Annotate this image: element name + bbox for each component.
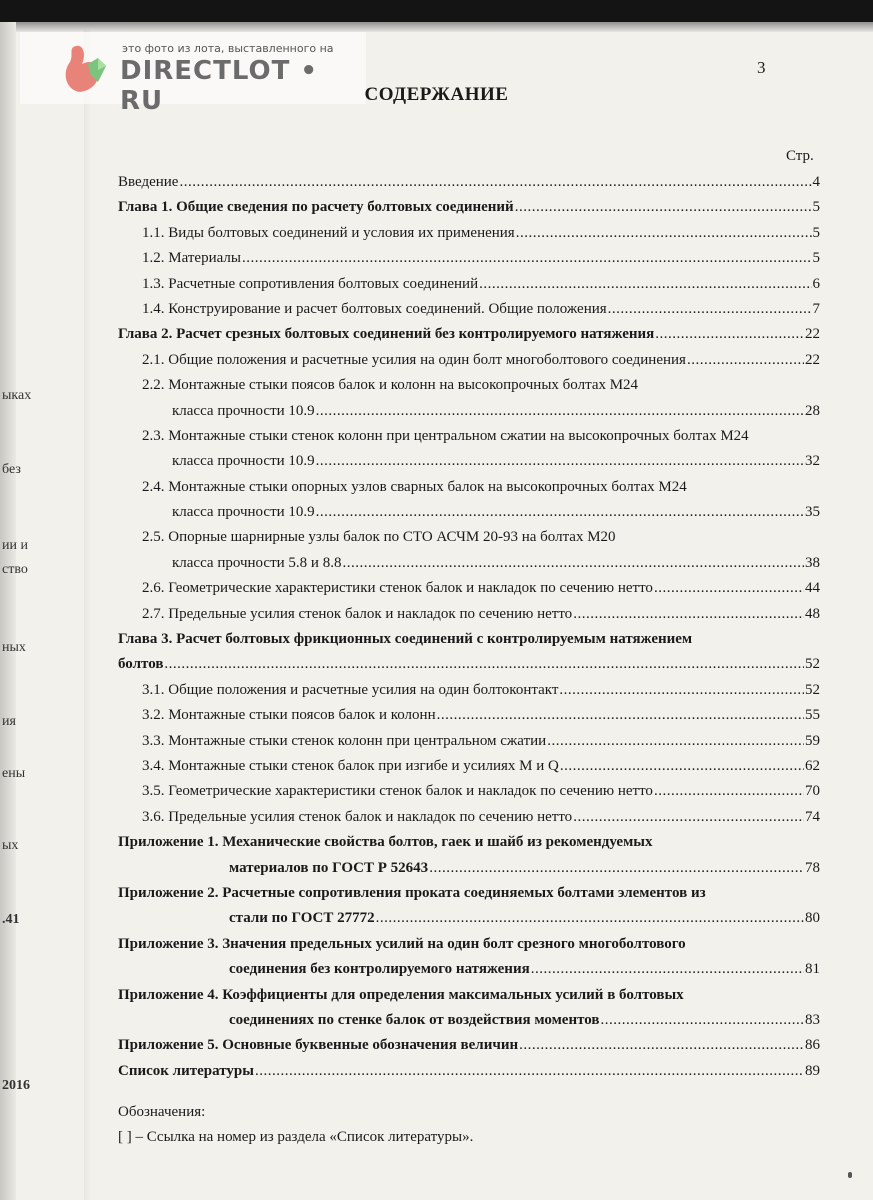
dot-leader [164, 652, 804, 677]
adjacent-page-fragment: ых [2, 838, 19, 853]
toc-entry [118, 576, 820, 601]
dot-leader [608, 297, 812, 322]
toc-entry-title: 2.1. Общие положения и расчетные усилия на один болт многоболтового соединения [142, 351, 686, 368]
toc-entry-page: 44 [805, 580, 820, 597]
toc-entry-title: Список литературы [118, 1062, 254, 1079]
toc-line [118, 983, 820, 1008]
toc-entry [118, 424, 820, 475]
dot-leader [560, 754, 804, 779]
toc-entry-title: соединениях по стенке балок от воздействия моментов [229, 1011, 600, 1028]
toc-line [118, 170, 820, 195]
adjacent-page-fragment: ыках [2, 388, 32, 403]
toc-entry-title: Приложение 1. Механические свойства болтов, гаек и шайб из рекомендуемых [118, 834, 653, 851]
dot-leader [179, 170, 811, 195]
toc-entry-page: 86 [805, 1037, 820, 1054]
notes [118, 1100, 473, 1150]
page-fold [84, 30, 92, 1200]
dot-leader [515, 195, 812, 220]
dot-leader [573, 602, 804, 627]
toc-entry-title: класса прочности 10.9 [172, 453, 315, 470]
toc-line-continuation [118, 652, 820, 677]
toc-entry-title: соединения без контролируемого натяжения [229, 961, 530, 978]
toc-entry [118, 1033, 820, 1058]
toc-entry-page: 74 [805, 808, 820, 825]
toc-line [118, 729, 820, 754]
dot-leader [654, 576, 804, 601]
toc-entry-title: класса прочности 5.8 и 8.8 [172, 554, 342, 571]
adjacent-page-fragment: ены [2, 766, 26, 781]
toc-entry-title: материалов по ГОСТ Р 52643 [229, 859, 429, 876]
toc-line [118, 754, 820, 779]
dot-leader [573, 805, 804, 830]
toc-line [118, 246, 820, 271]
adjacent-page-fragment: ство [2, 562, 28, 577]
toc-entry [118, 170, 820, 195]
toc-entry [118, 805, 820, 830]
toc-line [118, 1059, 820, 1084]
watermark-name: DIRECTLOT • RU [120, 56, 319, 116]
adjacent-page-fragment: ии и [2, 538, 28, 553]
toc-entry-page: 28 [805, 402, 820, 419]
toc-line-continuation [118, 449, 820, 474]
toc-entry-page: 62 [805, 757, 820, 774]
dot-leader [600, 1008, 804, 1033]
toc-entry-page: 32 [805, 453, 820, 470]
dot-leader [316, 500, 804, 525]
toc-entry [118, 754, 820, 779]
toc-line [118, 348, 820, 373]
scan-border [0, 0, 873, 22]
scan-speck [848, 1172, 852, 1178]
dot-leader [531, 957, 804, 982]
toc-entry-title: 1.1. Виды болтовых соединений и условия их применения [142, 224, 515, 241]
toc-entry-page: 52 [805, 656, 820, 673]
toc-entry [118, 1059, 820, 1084]
toc-entry-title: 3.6. Предельные усилия стенок балок и накладок по сечению нетто [142, 808, 573, 825]
toc-line [118, 830, 820, 855]
toc-entry-page: 70 [805, 783, 820, 800]
toc-entry [118, 221, 820, 246]
toc-entry-title: Приложение 4. Коэффициенты для определения максимальных усилий в болтовых [118, 986, 684, 1003]
toc-line [118, 373, 820, 398]
toc-entry-title: 2.6. Геометрические характеристики стенок балок и накладок по сечению нетто [142, 580, 653, 597]
toc-entry-page: 5 [812, 224, 820, 241]
toc-line [118, 576, 820, 601]
notes-item: [ ] – Ссылка на номер из раздела «Список литературы». [118, 1129, 474, 1145]
toc-line [118, 424, 820, 449]
toc-entry-title: класса прочности 10.9 [172, 402, 315, 419]
toc-entry-title: 2.5. Опорные шарнирные узлы балок по СТО АСЧМ 20-93 на болтах М20 [142, 529, 616, 546]
dot-leader [559, 678, 804, 703]
dot-leader [376, 906, 804, 931]
toc-line [118, 881, 820, 906]
toc-entry-page: 52 [805, 681, 820, 698]
toc-line [118, 779, 820, 804]
toc-entry [118, 627, 820, 678]
dot-leader [519, 1033, 804, 1058]
toc-entry-page: 59 [805, 732, 820, 749]
dot-leader [655, 322, 804, 347]
toc-entry-title: болтов [118, 656, 164, 673]
toc-entry [118, 983, 820, 1034]
toc-entry [118, 246, 820, 271]
page-column-header: Стр. [786, 148, 814, 164]
toc-line [118, 627, 820, 652]
toc-entry-title: Введение [118, 174, 179, 190]
toc-line [118, 805, 820, 830]
toc-line [118, 272, 820, 297]
toc-entry-title: Глава 1. Общие сведения по расчету болтовых соединений [118, 199, 514, 216]
toc-line-continuation [118, 1008, 820, 1033]
toc-entry [118, 932, 820, 983]
toc-entry-title: 2.7. Предельные усилия стенок балок и накладок по сечению нетто [142, 605, 573, 622]
toc-entry [118, 272, 820, 297]
toc-entry [118, 703, 820, 728]
toc-entry-page: 38 [805, 554, 820, 571]
toc-entry-page: 55 [805, 707, 820, 724]
toc-entry [118, 602, 820, 627]
toc-line [118, 475, 820, 500]
dot-leader [516, 221, 812, 246]
notes-heading: Обозначения: [118, 1104, 206, 1120]
toc-line [118, 703, 820, 728]
toc-line [118, 525, 820, 550]
toc-entry-title: Приложение 2. Расчетные сопротивления проката соединяемых болтами элементов из [118, 884, 706, 901]
toc-entry [118, 779, 820, 804]
toc-entry-page: 78 [805, 859, 820, 876]
toc-line-continuation [118, 856, 820, 881]
toc-entry-title: 2.2. Монтажные стыки поясов балок и колонн на высокопрочных болтах М24 [142, 377, 639, 394]
page-number: 3 [757, 58, 766, 77]
toc-line-continuation [118, 551, 820, 576]
toc-entry [118, 729, 820, 754]
table-of-contents [118, 170, 820, 1084]
toc-entry-page: 7 [812, 300, 820, 317]
toc-entry-title: Глава 3. Расчет болтовых фрикционных соединений с контролируемым натяжением [118, 631, 693, 648]
toc-entry [118, 830, 820, 881]
watermark-caption: это фото из лота, выставленного на [122, 42, 334, 55]
toc-entry [118, 881, 820, 932]
toc-entry [118, 297, 820, 322]
toc-entry-page: 35 [805, 504, 820, 521]
toc-entry-title: 3.1. Общие положения и расчетные усилия на один болтоконтакт [142, 681, 559, 698]
adjacent-page-fragment: ных [2, 640, 26, 655]
dot-leader [242, 246, 812, 271]
toc-line-continuation [118, 399, 820, 424]
toc-entry [118, 348, 820, 373]
dot-leader [687, 348, 804, 373]
adjacent-page-fragment: ия [2, 714, 16, 729]
toc-entry-title: Приложение 5. Основные буквенные обозначения величин [118, 1037, 519, 1054]
adjacent-page-fragment: .41 [2, 912, 20, 927]
toc-entry [118, 322, 820, 347]
dot-leader [654, 779, 804, 804]
toc-entry-title: 2.4. Монтажные стыки опорных узлов сварных балок на высокопрочных болтах М24 [142, 478, 687, 495]
toc-entry-title: 1.3. Расчетные сопротивления болтовых соединений [142, 275, 479, 292]
toc-line [118, 297, 820, 322]
toc-entry [118, 525, 820, 576]
toc-entry-page: 81 [805, 961, 820, 978]
toc-entry-title: стали по ГОСТ 27772 [229, 910, 375, 927]
toc-entry [118, 195, 820, 220]
dot-leader [255, 1059, 804, 1084]
toc-entry-title: 2.3. Монтажные стыки стенок колонн при центральном сжатии на высокопрочных болтах М24 [142, 427, 749, 444]
adjacent-page-fragment: 2016 [2, 1078, 30, 1093]
toc-entry [118, 475, 820, 526]
toc-entry-page: 83 [805, 1011, 820, 1028]
toc-entry-page: 22 [805, 326, 820, 343]
toc-entry-page: 6 [812, 275, 820, 292]
toc-line [118, 932, 820, 957]
toc-entry-title: класса прочности 10.9 [172, 504, 315, 521]
toc-entry-title: 3.4. Монтажные стыки стенок балок при изгибе и усилиях M и Q [142, 757, 559, 774]
dot-leader [429, 856, 804, 881]
toc-entry-page: 5 [812, 199, 820, 216]
toc-entry-title: 3.3. Монтажные стыки стенок колонн при центральном сжатии [142, 732, 547, 749]
toc-entry-page: 4 [812, 174, 820, 190]
toc-line [118, 602, 820, 627]
toc-line [118, 221, 820, 246]
adjacent-page-fragment: без [2, 462, 21, 477]
toc-entry-page: 22 [805, 351, 820, 368]
dot-leader [342, 551, 804, 576]
toc-entry-page: 80 [805, 910, 820, 927]
toc-line [118, 678, 820, 703]
toc-entry-page: 5 [812, 250, 820, 267]
dot-leader [437, 703, 804, 728]
toc-line-continuation [118, 906, 820, 931]
dot-leader [547, 729, 804, 754]
dot-leader [479, 272, 811, 297]
toc-line [118, 1033, 820, 1058]
page-title: СОДЕРЖАНИЕ [364, 84, 509, 105]
toc-line-continuation [118, 500, 820, 525]
dot-leader [316, 449, 804, 474]
scan-shadow [0, 22, 873, 32]
toc-entry-title: 3.5. Геометрические характеристики стенок балок и накладок по сечению нетто [142, 783, 653, 800]
dot-leader [316, 399, 804, 424]
toc-line [118, 195, 820, 220]
toc-entry [118, 678, 820, 703]
toc-line-continuation [118, 957, 820, 982]
toc-entry [118, 373, 820, 424]
toc-entry-title: Приложение 3. Значения предельных усилий на один болт срезного многоболтового [118, 935, 686, 952]
toc-entry-title: Глава 2. Расчет срезных болтовых соединений без контролируемого натяжения [118, 326, 655, 343]
toc-entry-page: 89 [805, 1062, 820, 1079]
toc-entry-title: 1.2. Материалы [142, 250, 241, 267]
toc-line [118, 322, 820, 347]
toc-entry-page: 48 [805, 605, 820, 622]
toc-entry-title: 3.2. Монтажные стыки поясов балок и колонн [142, 707, 436, 724]
toc-entry-title: 1.4. Конструирование и расчет болтовых соединений. Общие положения [142, 300, 607, 317]
